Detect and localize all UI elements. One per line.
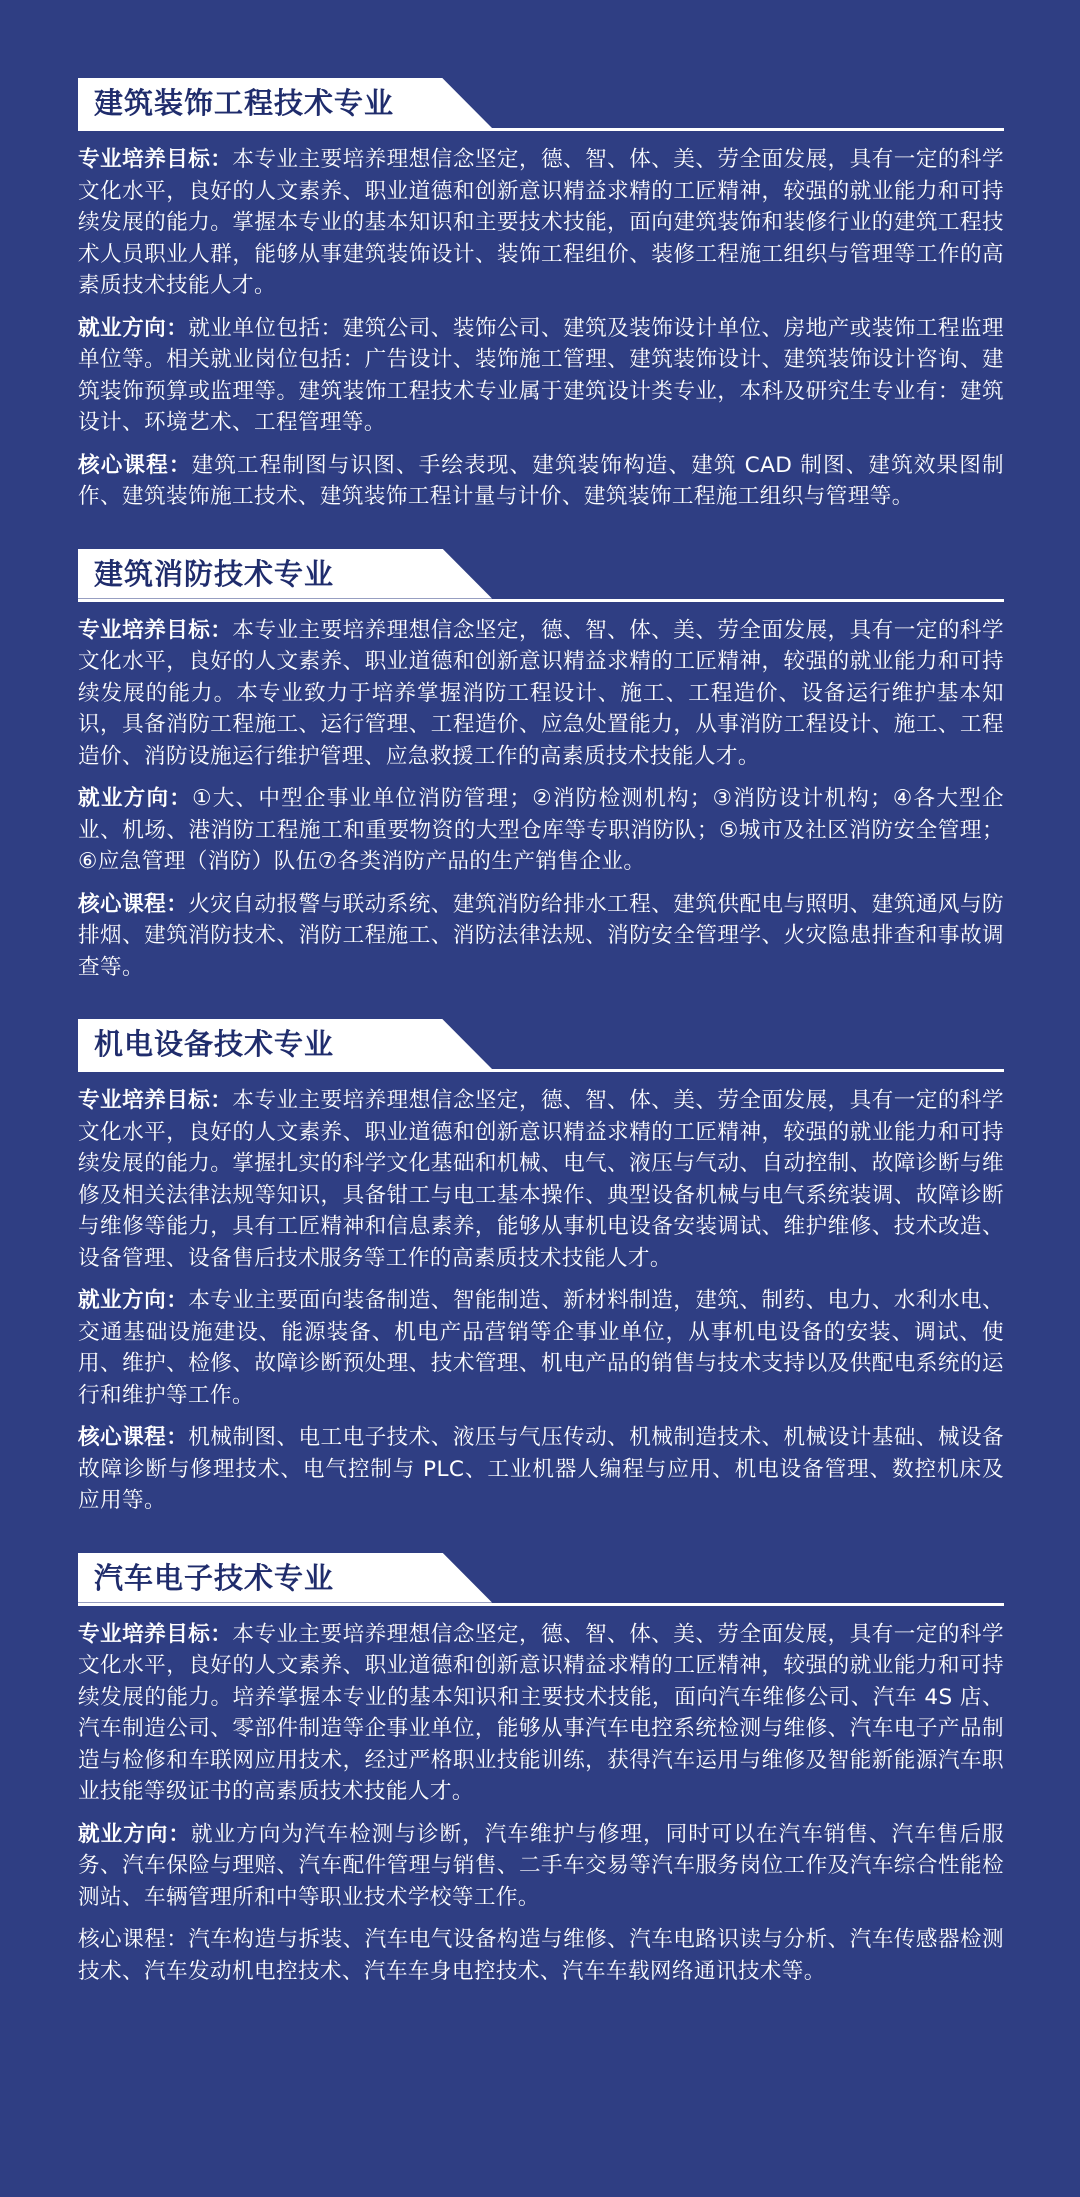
- training-goal-text: 本专业主要培养理想信念坚定，德、智、体、美、劳全面发展，具有一定的科学文化水平，良好的人文素养、职业道德和创新意识精益求精的工匠精神，较强的就业能力和可持续发展的能力。掌握本专业的基本知识和主要技术技能，面向建筑装饰和装修行业的建筑工程技术人员职业人群，能够从事建筑装饰设计、装饰工程组价、装修工程施工组织与管理等工作的高素质技术技能人才。: [78, 147, 1004, 298]
- training-goal-label: 专业培养目标：: [78, 617, 233, 643]
- training-goal-paragraph: [78, 615, 1004, 773]
- training-goal-label: 专业培养目标：: [78, 1621, 233, 1647]
- core-courses-text: 汽车构造与拆装、汽车电气设备构造与维修、汽车电路识读与分析、汽车传感器检测技术、汽车发动机电控技术、汽车车身电控技术、汽车车载网络通讯技术等。: [78, 1927, 1004, 1984]
- header-underline: [78, 1069, 1004, 1072]
- section-architectural-decoration: [78, 78, 1004, 513]
- training-goal-label: 专业培养目标：: [78, 147, 233, 172]
- core-courses-paragraph: [78, 450, 1004, 513]
- section-electromechanical-equipment: [78, 1019, 1004, 1517]
- section-header: [78, 1019, 1004, 1069]
- training-goal-label: 专业培养目标：: [78, 1088, 233, 1113]
- career-paragraph: [78, 313, 1004, 439]
- section-title: 建筑消防技术专业: [94, 556, 335, 591]
- training-goal-paragraph: [78, 144, 1004, 302]
- section-header: [78, 549, 1004, 599]
- career-text: 本专业主要面向装备制造、智能制造、新材料制造，建筑、制药、电力、水利水电、交通基础设施建设、能源装备、机电产品营销等企事业单位，从事机电设备的安装、调试、使用、维护、检修、故障诊断预处理、技术管理、机电产品的销售与技术支持以及供配电系统的运行和维护等工作。: [78, 1288, 1004, 1408]
- career-text: ①大、中型企事业单位消防管理；②消防检测机构；③消防设计机构；④各大型企业、机场、港消防工程施工和重要物资的大型仓库等专职消防队；⑤城市及社区消防安全管理；⑥应急管理（消防）队伍⑦各类消防产品的生产销售企业。: [78, 786, 1004, 874]
- core-courses-text: 建筑工程制图与识图、手绘表现、建筑装饰构造、建筑 CAD 制图、建筑效果图制作、建筑装饰施工技术、建筑装饰工程计量与计价、建筑装饰工程施工组织与管理等。: [78, 452, 1004, 509]
- core-courses-paragraph: [78, 889, 1004, 984]
- section-title: 汽车电子技术专业: [94, 1560, 335, 1595]
- header-underline: [78, 599, 1004, 602]
- career-label: 就业方向：: [78, 1821, 191, 1847]
- career-label: 就业方向：: [78, 315, 189, 341]
- section-building-fire-protection: [78, 549, 1004, 984]
- career-paragraph: [78, 783, 1004, 878]
- training-goal-text: 本专业主要培养理想信念坚定，德、智、体、美、劳全面发展，具有一定的科学文化水平，良好的人文素养、职业道德和创新意识精益求精的工匠精神，较强的就业能力和可持续发展的能力。掌握扎实的科学文化基础和机械、电气、液压与气动、自动控制、故障诊断与维修及相关法律法规等知识，具备钳工与电工基本操作、典型设备机械与电气系统装调、故障诊断与维修等能力，具有工匠精神和信息素养，能够从事机电设备安装调试、维护维修、技术改造、设备管理、设备售后技术服务等工作的高素质技术技能人才。: [78, 1088, 1004, 1271]
- core-courses-label: 核心课程：: [78, 1927, 189, 1952]
- core-courses-label: 核心课程：: [78, 452, 192, 478]
- core-courses-paragraph: [78, 1422, 1004, 1517]
- section-header: [78, 1553, 1004, 1603]
- core-courses-label: 核心课程：: [78, 1425, 189, 1450]
- career-paragraph: [78, 1819, 1004, 1914]
- core-courses-text: 机械制图、电工电子技术、液压与气压传动、机械制造技术、机械设计基础、械设备故障诊断与修理技术、电气控制与 PLC、工业机器人编程与应用、机电设备管理、数控机床及应用等。: [78, 1425, 1004, 1513]
- career-text: 就业方向为汽车检测与诊断，汽车维护与修理，同时可以在汽车销售、汽车售后服务、汽车保险与理赔、汽车配件管理与销售、二手车交易等汽车服务岗位工作及汽车综合性能检测站、车辆管理所和中等职业技术学校等工作。: [78, 1821, 1004, 1910]
- core-courses-text: 火灾自动报警与联动系统、建筑消防给排水工程、建筑供配电与照明、建筑通风与防排烟、建筑消防技术、消防工程施工、消防法律法规、消防安全管理学、火灾隐患排查和事故调查等。: [78, 891, 1004, 980]
- career-label: 就业方向：: [78, 1288, 189, 1313]
- training-goal-paragraph: [78, 1619, 1004, 1808]
- section-title: 建筑装饰工程技术专业: [94, 86, 395, 120]
- training-goal-paragraph: [78, 1085, 1004, 1274]
- career-paragraph: [78, 1285, 1004, 1411]
- core-courses-label: 核心课程：: [78, 891, 189, 917]
- training-goal-text: 本专业主要培养理想信念坚定，德、智、体、美、劳全面发展，具有一定的科学文化水平，良好的人文素养、职业道德和创新意识精益求精的工匠精神，较强的就业能力和可持续发展的能力。本专业致力于培养掌握消防工程设计、施工、工程造价、设备运行维护基本知识，具备消防工程施工、运行管理、工程造价、应急处置能力，从事消防工程设计、施工、工程造价、消防设施运行维护管理、应急救援工作的高素质技术技能人才。: [78, 617, 1004, 769]
- header-underline: [78, 128, 1004, 131]
- career-text: 就业单位包括：建筑公司、装饰公司、建筑及装饰设计单位、房地产或装饰工程监理单位等。相关就业岗位包括：广告设计、装饰施工管理、建筑装饰设计、建筑装饰设计咨询、建筑装饰预算或监理等。建筑装饰工程技术专业属于建筑设计类专业，本科及研究生专业有：建筑设计、环境艺术、工程管理等。: [78, 315, 1004, 435]
- section-automotive-electronics: [78, 1553, 1004, 1988]
- career-label: 就业方向：: [78, 786, 193, 811]
- header-underline: [78, 1603, 1004, 1606]
- training-goal-text: 本专业主要培养理想信念坚定，德、智、体、美、劳全面发展，具有一定的科学文化水平，良好的人文素养、职业道德和创新意识精益求精的工匠精神，较强的就业能力和可持续发展的能力。培养掌握本专业的基本知识和主要技术技能，面向汽车维修公司、汽车 4S 店、汽车制造公司、零部件制造等企事业单位，能够从事汽车电控系统检测与维修、汽车电子产品制造与检修和车联网应用技术，经过严格职业技能训练，获得汽车运用与维修及智能新能源汽车职业技能等级证书的高素质技术技能人才。: [78, 1621, 1004, 1804]
- section-title: 机电设备技术专业: [94, 1027, 335, 1061]
- core-courses-paragraph: [78, 1924, 1004, 1987]
- section-header: [78, 78, 1004, 128]
